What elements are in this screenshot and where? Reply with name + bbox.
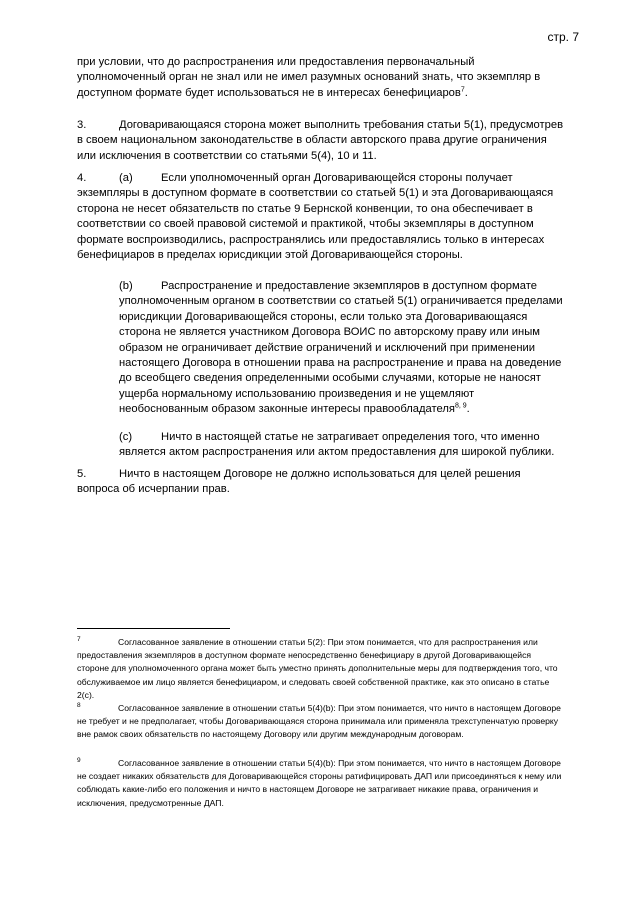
footnote-ref-8-9[interactable]: 8, 9 <box>454 402 467 410</box>
paragraph-4a-letter: (a) <box>119 172 133 184</box>
paragraph-4b: (b) Распространение и предоставление экземпляров в доступном формате уполномоченным органом в соответствии со статьей 5(1) ограничивается пределами юрисдикции Договаривающейся стороны, если только эта Договаривающаяся сторона не является участником Договора ВОИС по авторскому праву или иным образом не ограничивает действие ограничений и исключений при применении настоящего Договора в отношении права на распространение и права на доведение до всеобщего сведения определенными особыми случаями, которые не наносят ущерба нормальному использованию произведения и не ущемляют необоснованным образом законные интересы правообладателя$^{8, 9}$. <box>119 280 563 416</box>
paragraph-4a <box>77 171 565 263</box>
footnote-ref-7[interactable]: 7 <box>460 86 465 94</box>
paragraph-4a-text: Если уполномоченный орган Договаривающейся стороны получает экземпляры в доступном формате в соответствии со статьей 5(1) и эта Договаривающаяся сторона не несет обязательств по статье 9 Бернской конвенции, то она обеспечивает в соответствии со своей правовой системой и практикой, чтобы экземпляры в доступном формате воспроизводились, распространялись или предоставлялись только в интересах бенефициаров в пределах юрисдикции этой Договаривающейся стороны. <box>77 172 554 262</box>
paragraph-3-number: 3. <box>77 119 87 131</box>
footnote-8-text: Согласованное заявление в отношении статьи 5(4)(b): При этом понимается, что ничто в настоящем Договоре не требует и не предполагает, чтобы Договаривающаяся сторона принимала или применяла трехступенчатую проверку вне рамок своих обязательств по настоящему Договору или другим международным договорам. <box>77 703 561 740</box>
paragraph-4b-letter: (b) <box>119 280 133 292</box>
paragraph-4c-letter: (c) <box>119 431 133 443</box>
footnote-9: 9 Согласованное заявление в отношении статьи 5(4)(b): При этом понимается, что ничто в настоящем Договоре не создает никаких обязательств для Договаривающейся стороны ратифицировать ДАП или присоединяться к нему или соблюдать какие-либо его положения и ничто в настоящем Договоре не затрагивает никакие права, ограничения и исключения, предусмотренные ДАП. <box>77 757 562 808</box>
paragraph-4-number: 4. <box>77 172 87 184</box>
paragraph-3-text: Договаривающаяся сторона может выполнить требования статьи 5(1), предусмотрев в своем национальном законодательстве в области авторского права другие ограничения или исключения в соответствии со статьями 5(4), 10 и 11. <box>77 119 564 162</box>
continued-paragraph-text: при условии, что до распространения или предоставления первоначальный уполномоченный орган не знал или не имел разумных оснований знать, что экземпляр в доступном формате будет использоваться не в интересах бенефициаров <box>77 56 541 99</box>
footnote-7: 7 Согласованное заявление в отношении статьи 5(2): При этом понимается, что для распространения или предоставления экземпляров в доступном формате непосредственно бенефициару в другой Договаривающейся стороне для уполномоченного органа может быть уместно принять дополнительные меры для подтверждения того, что обслуживаемое им лицо является бенефициаром, и следовать своей собственной практике, как это описано в статье 2(c). <box>77 636 558 700</box>
paragraph-5 <box>77 467 565 498</box>
footnote-7-text: Согласованное заявление в отношении статьи 5(2): При этом понимается, что для распространения или предоставления экземпляров в доступном формате непосредственно бенефициару в другой Договаривающейся стороне для уполномоченного органа может быть уместно принять дополнительные меры для подтверждения того, что обслуживаемое им лицо является бенефициаром, и следовать своей собственной практике, как это описано в статье 2(c). <box>77 637 558 700</box>
footnote-9-text: Согласованное заявление в отношении статьи 5(4)(b): При этом понимается, что ничто в настоящем Договоре не создает никаких обязательств для Договаривающейся стороны ратифицировать ДАП или присоединяться к нему или соблюдать какие-либо его положения и ничто в настоящем Договоре не затрагивает никакие права, ограничения и исключения, предусмотренные ДАП. <box>77 758 562 808</box>
footnote-8: 8 Согласованное заявление в отношении статьи 5(4)(b): При этом понимается, что ничто в настоящем Договоре не требует и не предполагает, чтобы Договаривающаяся сторона принимала или применяла трехступенчатую проверку вне рамок своих обязательств по настоящему Договору или другим международным договорам. <box>77 702 561 740</box>
paragraph-5-text: Ничто в настоящем Договоре не должно использоваться для целей решения вопроса об исчерпании прав. <box>77 468 521 496</box>
paragraph-4c-text: Ничто в настоящей статье не затрагивает определения того, что именно является актом распространения или актом предоставления для широкой публики. <box>119 431 555 459</box>
paragraph-4c <box>77 430 565 461</box>
page-number: стр. 7 <box>547 30 579 44</box>
paragraph-5-number: 5. <box>77 468 87 480</box>
paragraph-4b-text: Распространение и предоставление экземпляров в доступном формате уполномоченным органом в соответствии со статьей 5(1) ограничивается пределами юрисдикции Договаривающейся стороны, если только эта Договаривающаяся сторона не является участником Договора ВОИС по авторскому праву или иным образом не ограничивает действие ограничений и исключений при применении настоящего Договора в отношении права на распространение и права на доведение до всеобщего сведения определенными особыми случаями, которые не наносят ущерба нормальному использованию произведения и не ущемляют необоснованным образом законные интересы правообладателя <box>119 280 563 416</box>
footnote-divider <box>77 628 230 629</box>
continued-paragraph: при условии, что до распространения или предоставления первоначальный уполномоченный орган не знал или не имел разумных оснований знать, что экземпляр в доступном формате будет использоваться не в интересах бенефициаров$^7$. <box>77 56 541 99</box>
paragraph-3 <box>77 118 565 164</box>
